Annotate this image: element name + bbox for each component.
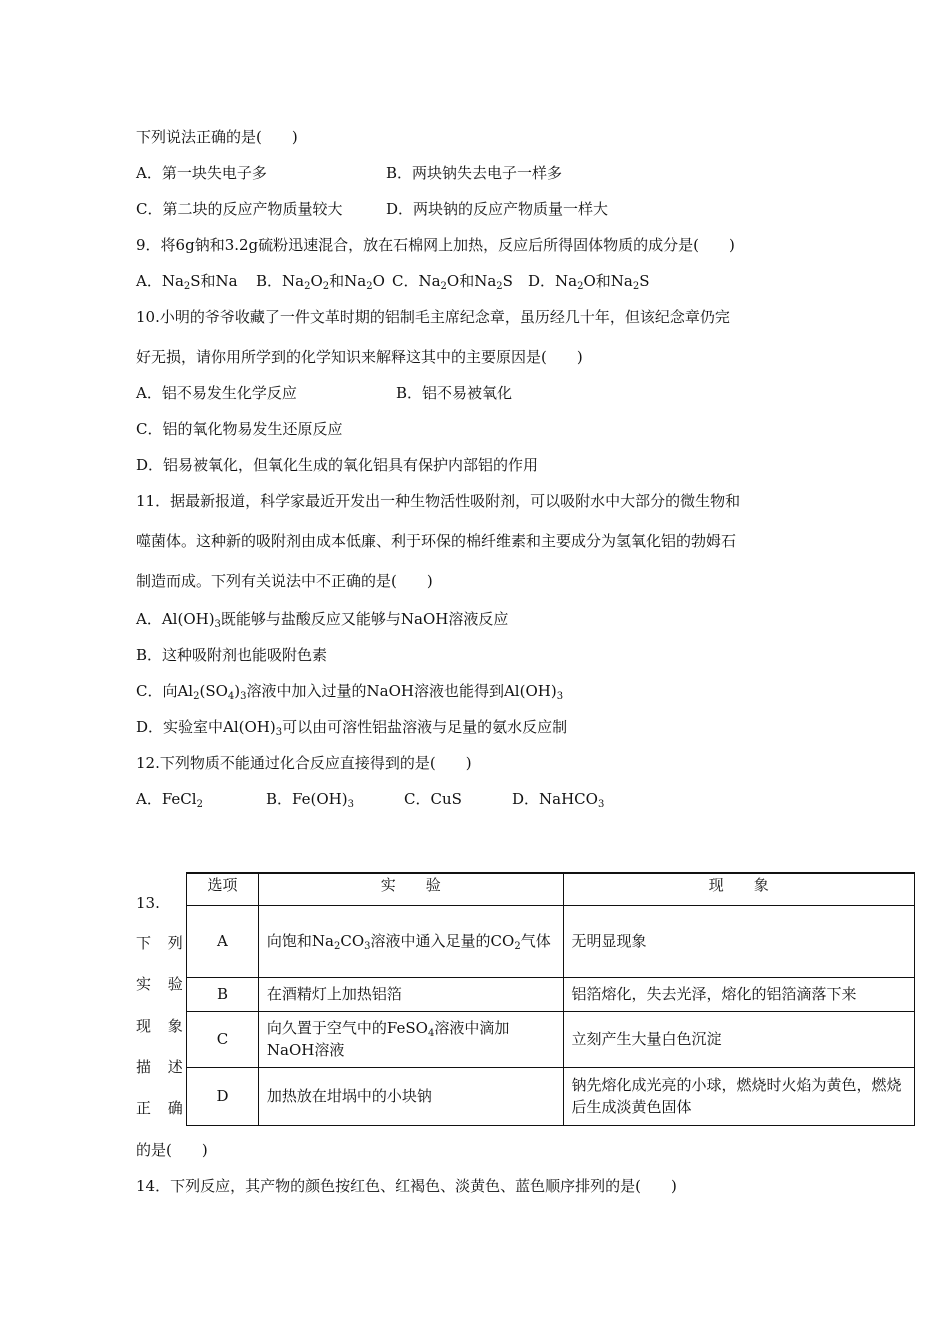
row-option: C	[187, 1011, 259, 1067]
q10-option-d: D．铝易被氧化，但氧化生成的氧化铝具有保护内部铝的作用	[136, 456, 539, 474]
row-experiment: 向饱和$Na_2CO_3$溶液中通入足量的$CO_2$气体	[258, 905, 563, 977]
q13-side-line: 正 确	[136, 1099, 189, 1117]
row-option: B	[187, 977, 259, 1011]
q9-stem: 9．将6g钠和3.2g硫粉迅速混合，放在石棉网上加热，反应后所得固体物质的成分是( )	[136, 236, 735, 254]
q14-stem: 14．下列反应，其产物的颜色按红色、红褐色、淡黄色、蓝色顺序排列的是( )	[136, 1177, 677, 1195]
q11-stem-line2: 噬菌体。这种新的吸附剂由成本低廉、利于环保的棉纤维素和主要成分为氢氧化铝的勃姆石	[136, 532, 737, 550]
q13-stem-tail: 的是( )	[136, 1141, 208, 1159]
table-header-row	[187, 873, 915, 905]
q9-option-d: D．$Na_2O$和$Na_2S$	[528, 272, 650, 292]
q13-side-line: 现 象	[136, 1017, 189, 1035]
row-option: A	[187, 905, 259, 977]
q10-stem-line2: 好无损，请你用所学到的化学知识来解释这其中的主要原因是( )	[136, 348, 583, 366]
q13-side-line: 13.	[136, 894, 160, 912]
row-observation: 钠先熔化成光亮的小球，燃烧时火焰为黄色，燃烧后生成淡黄色固体	[563, 1067, 915, 1125]
header-observation: 现 象	[563, 873, 915, 905]
q10-option-c: C．铝的氧化物易发生还原反应	[136, 420, 343, 438]
q12-option-c: C．CuS	[404, 790, 462, 808]
q11-option-b: B．这种吸附剂也能吸附色素	[136, 646, 328, 664]
q12-option-b: B．$Fe(OH)_3$	[266, 790, 354, 810]
row-observation: 立刻产生大量白色沉淀	[563, 1011, 915, 1067]
row-observation: 铝箔熔化，失去光泽，熔化的铝箔滴落下来	[563, 977, 915, 1011]
q11-option-d: D．实验室中$Al(OH)_3$可以由可溶性铝盐溶液与足量的氨水反应制	[136, 718, 568, 738]
q11-option-c: C．向$Al_2(SO_4)_3$溶液中加入过量的NaOH溶液也能得到$Al(OH)_3$	[136, 682, 564, 702]
q9-option-b: B．$Na_2O_2$和$Na_2O$	[256, 272, 385, 292]
q8-option-d: D．两块钠的反应产物质量一样大	[386, 200, 609, 218]
q13-table	[186, 872, 915, 1126]
q12-stem: 12.下列物质不能通过化合反应直接得到的是( )	[136, 754, 472, 772]
row-experiment: 向久置于空气中的FeSO$_4$溶液中滴加NaOH溶液	[258, 1011, 563, 1067]
q10-option-b: B．铝不易被氧化	[396, 384, 513, 402]
q9-option-a: A．$Na_2S$和Na	[136, 272, 238, 292]
row-experiment: 加热放在坩埚中的小块钠	[258, 1067, 563, 1125]
q11-option-a: A．$Al(OH)_3$既能够与盐酸反应又能够与NaOH溶液反应	[136, 610, 509, 630]
q13-side-line: 描 述	[136, 1058, 189, 1076]
table-row	[187, 977, 915, 1011]
q8-option-c: C．第二块的反应产物质量较大	[136, 200, 343, 218]
q8-stem: 下列说法正确的是( )	[136, 128, 298, 146]
q10-stem-line1: 10.小明的爷爷收藏了一件文革时期的铝制毛主席纪念章，虽历经几十年，但该纪念章仍完	[136, 308, 730, 326]
row-observation: 无明显现象	[563, 905, 915, 977]
table-row	[187, 1067, 915, 1125]
header-option: 选项	[187, 873, 259, 905]
q11-stem-line1: 11．据最新报道，科学家最近开发出一种生物活性吸附剂，可以吸附水中大部分的微生物和	[136, 492, 741, 510]
q12-option-d: D．NaHCO$_3$	[512, 790, 605, 810]
row-option: D	[187, 1067, 259, 1125]
q9-option-c: C．$Na_2O$和$Na_2S$	[392, 272, 513, 292]
row-experiment: 在酒精灯上加热铝箔	[258, 977, 563, 1011]
q11-stem-line3: 制造而成。下列有关说法中不正确的是( )	[136, 572, 433, 590]
table-row	[187, 1011, 915, 1067]
q10-option-a: A．铝不易发生化学反应	[136, 384, 297, 402]
header-experiment: 实 验	[258, 873, 563, 905]
q13-side-line: 实 验	[136, 975, 189, 993]
table-row	[187, 905, 915, 977]
q8-option-a: A．第一块失电子多	[136, 164, 267, 182]
q12-option-a: A．FeCl$_2$	[136, 790, 203, 810]
q13-side-line: 下 列	[136, 934, 189, 952]
q8-option-b: B．两块钠失去电子一样多	[386, 164, 563, 182]
